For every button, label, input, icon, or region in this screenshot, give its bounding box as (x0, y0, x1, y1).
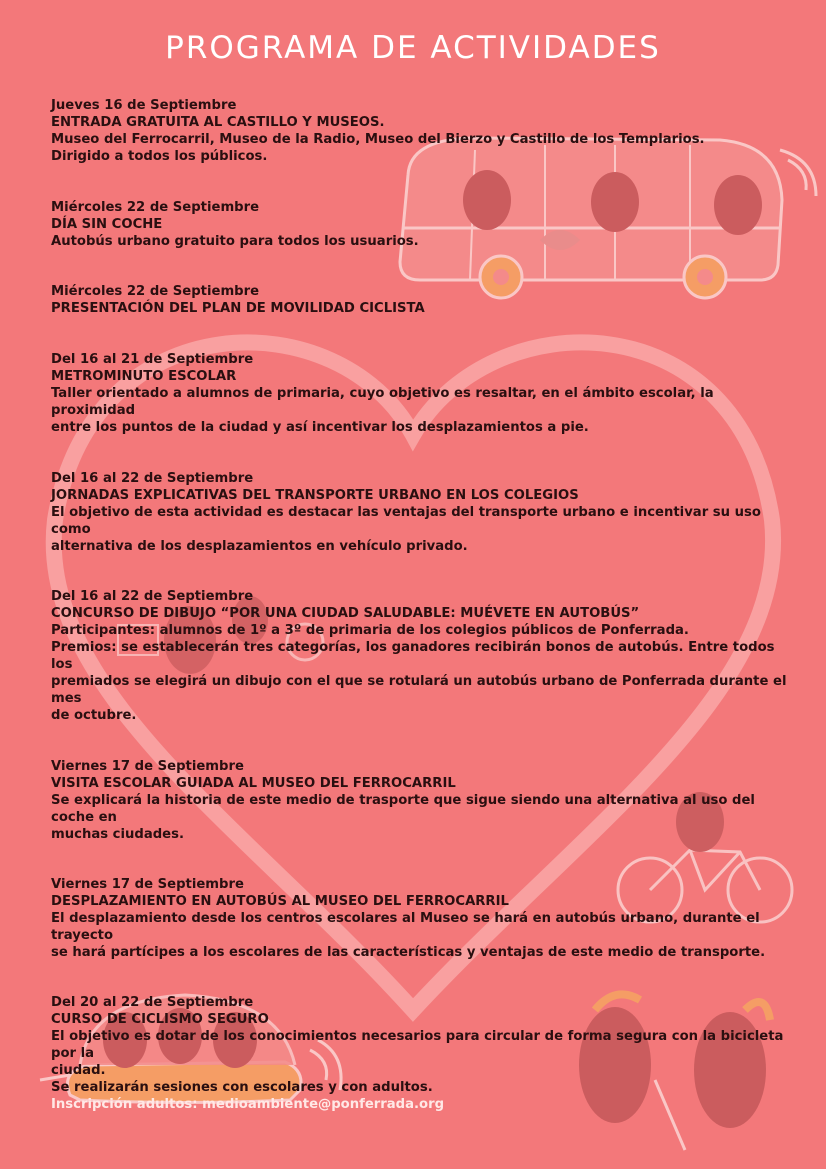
event-date: Miércoles 22 de Septiembre (51, 200, 260, 215)
event-line: El objetivo es dotar de los conocimientos necesarios para circular de forma segura con la bicicleta por la (51, 1029, 784, 1061)
event-item (51, 994, 796, 1113)
event-line: Dirigido a todos los públicos. (51, 149, 268, 164)
event-line: CONCURSO DE DIBUJO “POR UNA CIUDAD SALUDABLE: MUÉVETE EN AUTOBÚS” (51, 606, 640, 621)
event-line: Museo del Ferrocarril, Museo de la Radio, Museo del Bierzo y Castillo de los Templarios. (51, 132, 705, 147)
event-line: Se realizarán sesiones con escolares y con adultos. (51, 1080, 433, 1095)
event-item (51, 588, 796, 724)
event-line: JORNADAS EXPLICATIVAS DEL TRANSPORTE URBANO EN LOS COLEGIOS (51, 488, 579, 503)
event-date: Del 16 al 22 de Septiembre (51, 471, 254, 486)
event-line: El desplazamiento desde los centros escolares al Museo se hará en autobús urbano, durante el trayecto (51, 911, 760, 943)
event-item (51, 758, 796, 843)
event-item (51, 199, 796, 250)
event-date: Del 16 al 21 de Septiembre (51, 352, 254, 367)
event-line: entre los puntos de la ciudad y así incentivar los desplazamientos a pie. (51, 420, 589, 435)
event-line: ENTRADA GRATUITA AL CASTILLO Y MUSEOS. (51, 115, 385, 130)
contact-email: Inscripción adultos: medioambiente@ponferrada.org (51, 1097, 445, 1112)
event-date: Jueves 16 de Septiembre (51, 98, 237, 113)
event-line: de octubre. (51, 708, 137, 723)
event-date: Del 16 al 22 de Septiembre (51, 589, 254, 604)
event-date: Viernes 17 de Septiembre (51, 877, 244, 892)
event-date: Miércoles 22 de Septiembre (51, 284, 260, 299)
event-item (51, 97, 796, 165)
activities-list (51, 97, 796, 1113)
event-line: Premios: se establecerán tres categorías, los ganadores recibirán bonos de autobús. Entre todos los (51, 640, 775, 672)
event-item (51, 876, 796, 961)
event-line: Autobús urbano gratuito para todos los usuarios. (51, 234, 419, 249)
event-date: Del 20 al 22 de Septiembre (51, 995, 254, 1010)
event-line: CURSO DE CICLISMO SEGURO (51, 1012, 269, 1027)
event-line: METROMINUTO ESCOLAR (51, 369, 237, 384)
page-title: PROGRAMA DE ACTIVIDADES (165, 30, 661, 66)
event-line: Taller orientado a alumnos de primaria, cuyo objetivo es resaltar, en el ámbito escolar, la proximidad (51, 386, 714, 418)
event-line: alternativa de los desplazamientos en vehículo privado. (51, 539, 468, 554)
event-line: DÍA SIN COCHE (51, 217, 163, 232)
event-line: ciudad. (51, 1063, 106, 1078)
event-line: Participantes: alumnos de 1º a 3º de primaria de los colegios públicos de Ponferrada. (51, 623, 689, 638)
event-line: premiados se elegirá un dibujo con el que se rotulará un autobús urbano de Ponferrada durante el mes (51, 674, 787, 706)
event-line: se hará partícipes a los escolares de las características y ventajas de este medio de transporte. (51, 945, 766, 960)
event-item (51, 470, 796, 555)
event-line: VISITA ESCOLAR GUIADA AL MUSEO DEL FERROCARRIL (51, 776, 456, 791)
event-item (51, 283, 796, 317)
event-line: PRESENTACIÓN DEL PLAN DE MOVILIDAD CICLISTA (51, 301, 425, 316)
event-line: DESPLAZAMIENTO EN AUTOBÚS AL MUSEO DEL FERROCARRIL (51, 894, 509, 909)
event-line: muchas ciudades. (51, 827, 184, 842)
event-line: El objetivo de esta actividad es destacar las ventajas del transporte urbano e incentivar su uso como (51, 505, 761, 537)
event-line: Se explicará la historia de este medio de trasporte que sigue siendo una alternativa al uso del coche en (51, 793, 755, 825)
event-date: Viernes 17 de Septiembre (51, 759, 244, 774)
event-item (51, 351, 796, 436)
